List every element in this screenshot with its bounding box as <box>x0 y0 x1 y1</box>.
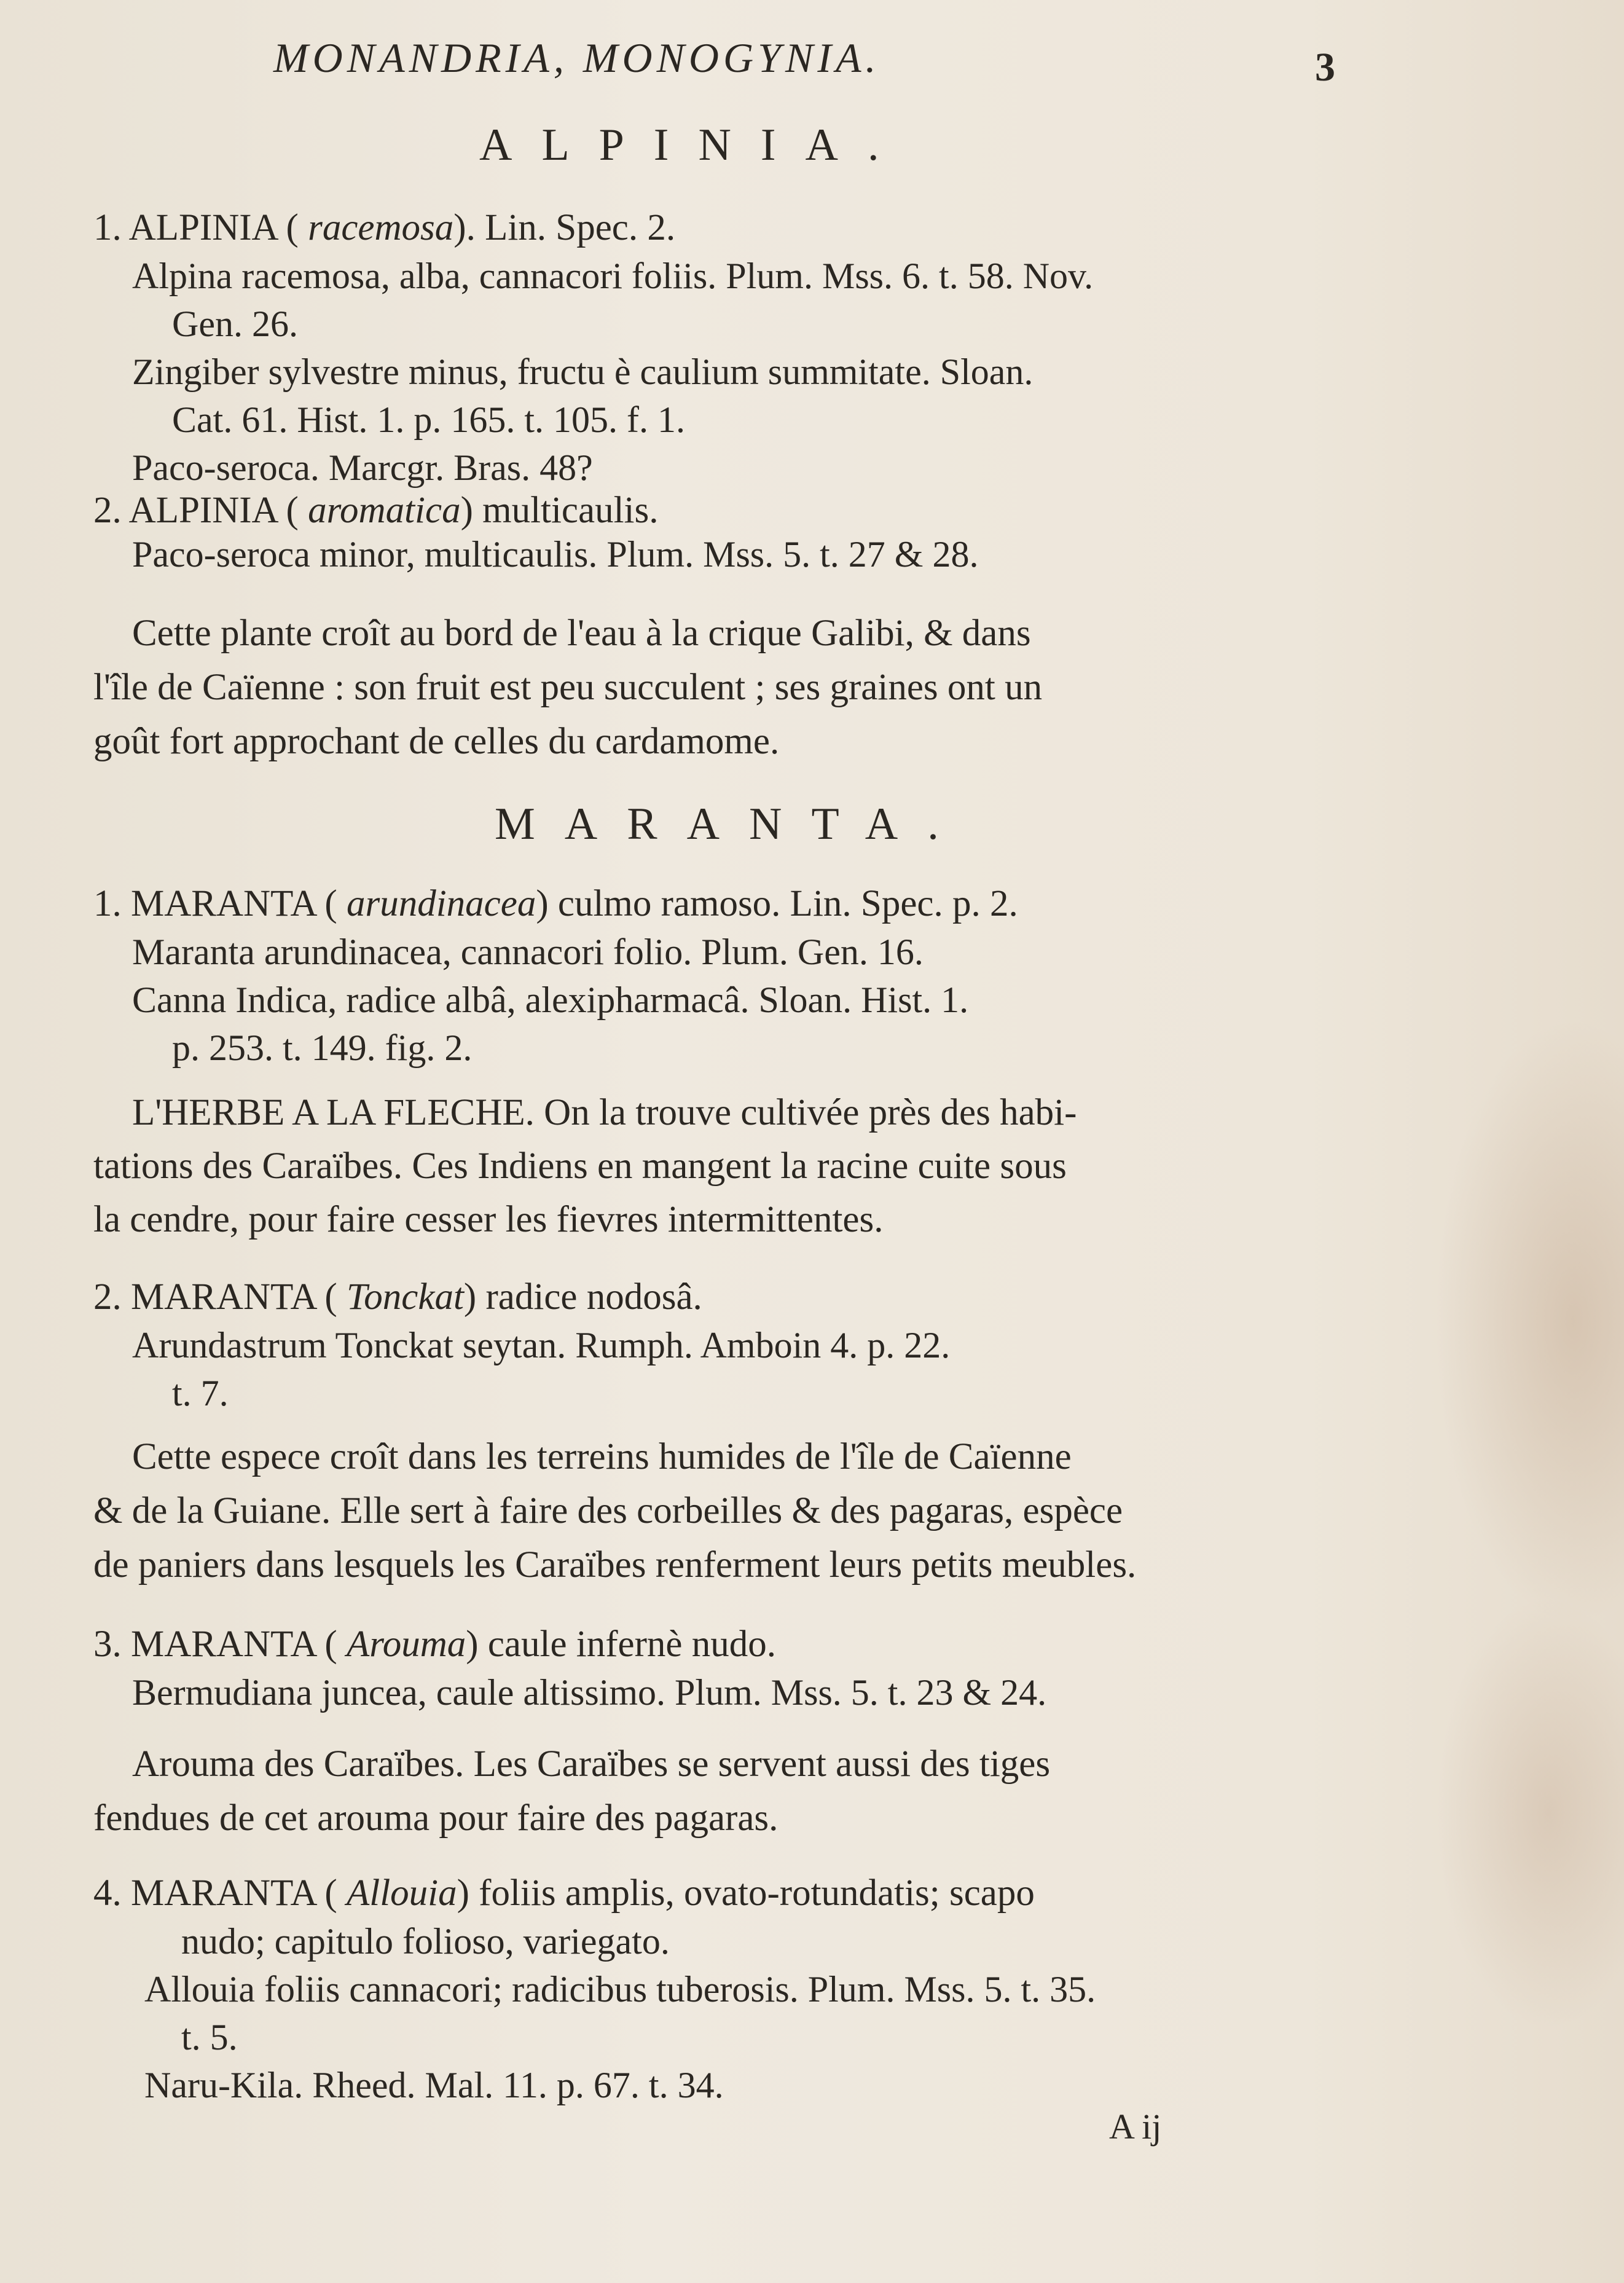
synonym-line: Zingiber sylvestre minus, fructu è caulium summitate. Sloan. <box>132 352 1034 392</box>
description-line: Cette plante croît au bord de l'eau à la crique Galibi, & dans <box>132 613 1031 654</box>
description-line: Cette espece croît dans les terreins humides de l'île de Caïenne <box>132 1436 1072 1477</box>
entry-maranta-1: 1. MARANTA ( arundinacea) culmo ramoso. Lin. Spec. p. 2. <box>93 883 1018 924</box>
genus-name: MARANTA <box>131 1872 316 1914</box>
entry-reference: ) culmo ramoso. Lin. Spec. p. 2. <box>536 883 1018 924</box>
entry-alpinia-2: 2. ALPINIA ( aromatica) multicaulis. <box>93 490 659 531</box>
genus-name: MARANTA <box>131 883 316 924</box>
synonym-line: Paco-seroca minor, multicaulis. Plum. Mss. 5. t. 27 & 28. <box>132 534 979 575</box>
entry-number: 1. <box>93 207 122 248</box>
entry-number: 4. <box>93 1872 122 1914</box>
description-line: & de la Guiane. Elle sert à faire des corbeilles & des pagaras, espèce <box>93 1490 1123 1531</box>
description-line: tations des Caraïbes. Ces Indiens en mangent la racine cuite sous <box>93 1145 1067 1187</box>
entry-alpinia-1: 1. ALPINIA ( racemosa). Lin. Spec. 2. <box>93 207 676 248</box>
entry-number: 2. <box>93 1276 122 1318</box>
description-line: la cendre, pour faire cesser les fievres intermittentes. <box>93 1199 884 1240</box>
entry-reference: ) caule infernè nudo. <box>466 1624 776 1665</box>
synonym-line: Paco-seroca. Marcgr. Bras. 48? <box>132 447 593 488</box>
entry-maranta-2: 2. MARANTA ( Tonckat) radice nodosâ. <box>93 1276 702 1318</box>
genus-name: ALPINIA <box>128 207 277 248</box>
description-line: l'île de Caïenne : son fruit est peu succulent ; ses graines ont un <box>93 667 1043 708</box>
synonym-line: p. 253. t. 149. fig. 2. <box>172 1028 473 1068</box>
entry-reference: ) radice nodosâ. <box>463 1276 702 1318</box>
entry-reference: ) foliis amplis, ovato-rotundatis; scapo <box>457 1872 1035 1914</box>
description-line: Arouma des Caraïbes. Les Caraïbes se servent aussi des tiges <box>132 1743 1051 1785</box>
synonym-line: Gen. 26. <box>172 304 298 344</box>
species-name: Tonckat <box>346 1276 464 1318</box>
synonym-line: t. 5. <box>181 2017 238 2057</box>
species-name: racemosa <box>308 207 454 248</box>
entry-maranta-4: 4. MARANTA ( Allouia) foliis amplis, ovato-rotundatis; scapo <box>93 1872 1035 1914</box>
species-name: aromatica <box>308 490 461 531</box>
entry-maranta-3: 3. MARANTA ( Arouma) caule infernè nudo. <box>93 1624 776 1665</box>
synonym-line: Cat. 61. Hist. 1. p. 165. t. 105. f. 1. <box>172 399 685 440</box>
description-line: L'HERBE A LA FLECHE. On la trouve cultivée près des habi- <box>132 1092 1077 1133</box>
running-title: MONANDRIA, MONOGYNIA. <box>273 34 881 81</box>
synonym-line: Maranta arundinacea, cannacori folio. Plum. Gen. 16. <box>132 932 924 972</box>
species-name: arundinacea <box>346 883 536 924</box>
species-name: Allouia <box>346 1872 457 1914</box>
description-line: fendues de cet arouma pour faire des pagaras. <box>93 1798 779 1839</box>
section-heading-alpinia: ALPINIA. <box>479 120 909 170</box>
entry-number: 3. <box>93 1624 122 1665</box>
synonym-line: Allouia foliis cannacori; radicibus tuberosis. Plum. Mss. 5. t. 35. <box>144 1969 1096 2010</box>
entry-number: 1. <box>93 883 122 924</box>
genus-name: ALPINIA <box>128 490 277 531</box>
species-name: Arouma <box>346 1624 466 1665</box>
synonym-line: Arundastrum Tonckat seytan. Rumph. Amboin 4. p. 22. <box>132 1325 951 1365</box>
entry-number: 2. <box>93 490 122 531</box>
signature-mark: A ij <box>1109 2107 1162 2147</box>
synonym-line: Canna Indica, radice albâ, alexipharmacâ. Sloan. Hist. 1. <box>132 980 969 1020</box>
description-line: goût fort approchant de celles du cardamome. <box>93 721 780 762</box>
synonym-line: Alpina racemosa, alba, cannacori foliis. Plum. Mss. 6. t. 58. Nov. <box>132 256 1094 296</box>
synonym-line: Bermudiana juncea, caule altissimo. Plum. Mss. 5. t. 23 & 24. <box>132 1672 1047 1713</box>
section-heading-maranta: MARANTA. <box>495 799 968 849</box>
description-line: de paniers dans lesquels les Caraïbes renferment leurs petits meubles. <box>93 1544 1137 1586</box>
entry-reference: ) multicaulis. <box>460 490 659 531</box>
synonym-line: Naru-Kila. Rheed. Mal. 11. p. 67. t. 34. <box>144 2065 724 2105</box>
synonym-line: t. 7. <box>172 1373 229 1413</box>
entry-reference: ). Lin. Spec. 2. <box>453 207 676 248</box>
entry-continuation: nudo; capitulo folioso, variegato. <box>181 1921 670 1962</box>
genus-name: MARANTA <box>131 1624 316 1665</box>
page-number: 3 <box>1315 45 1335 90</box>
genus-name: MARANTA <box>131 1276 316 1318</box>
